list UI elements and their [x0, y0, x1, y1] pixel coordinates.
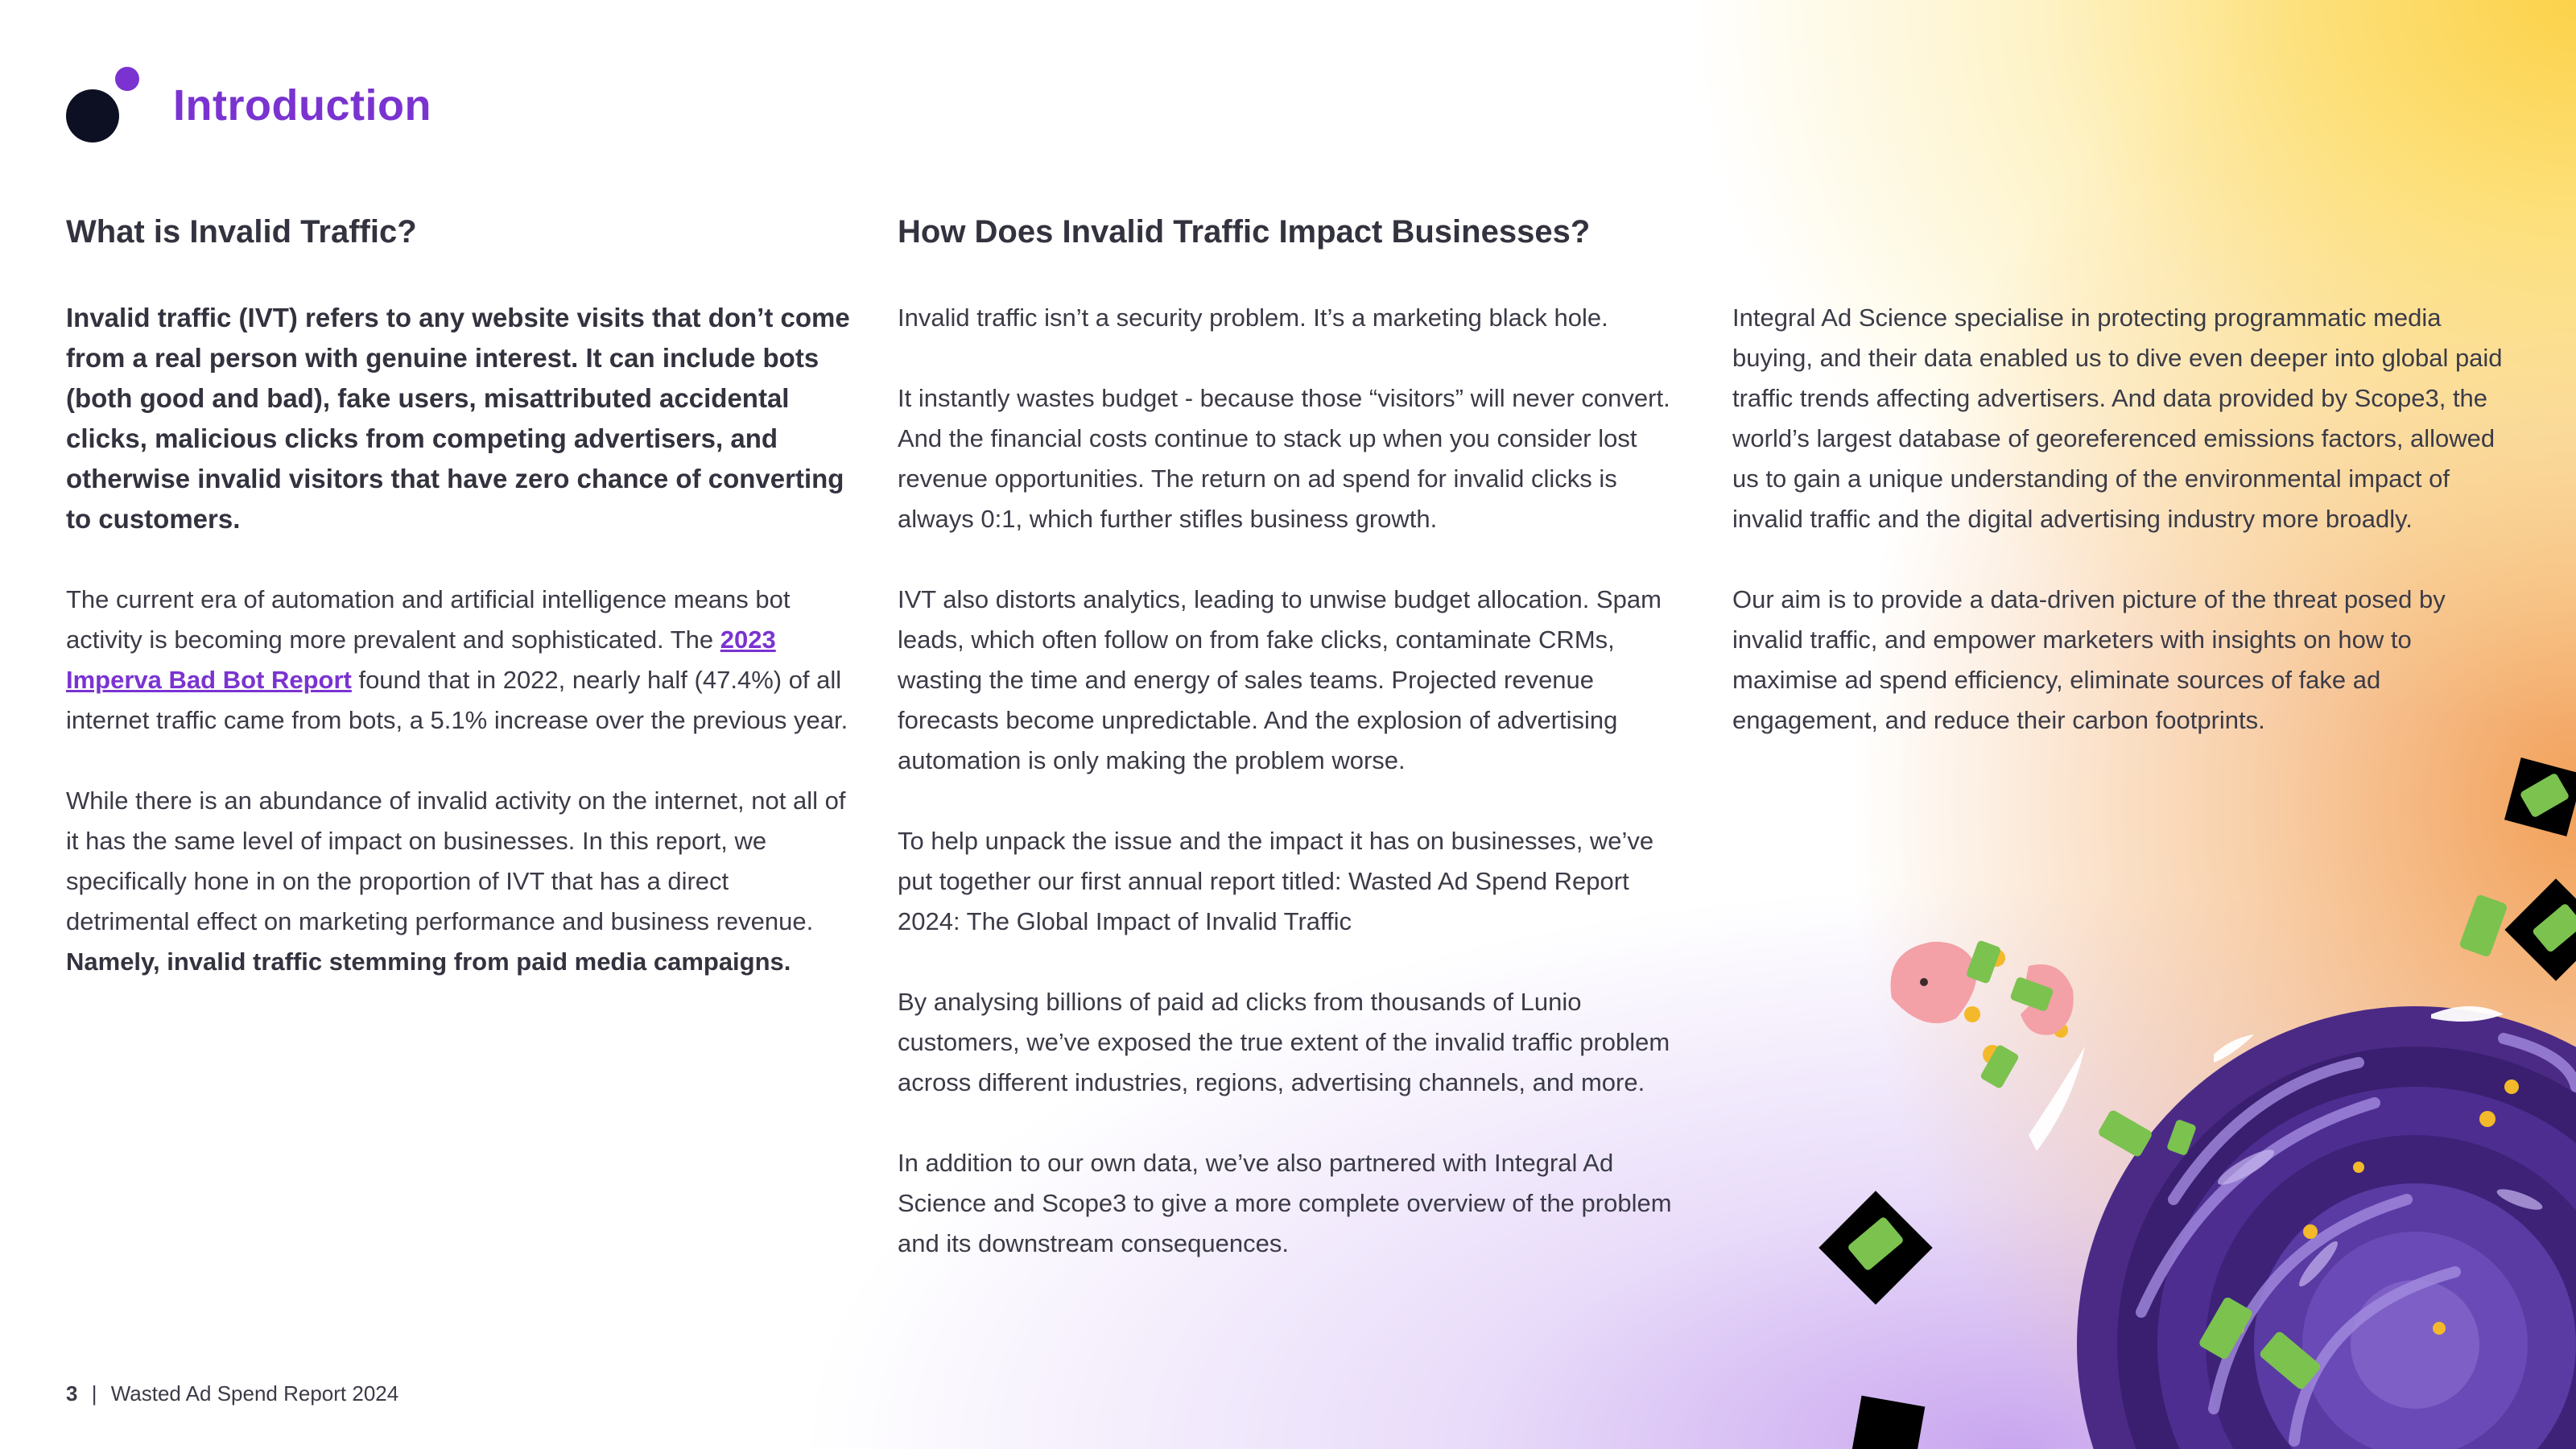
- column-1: [66, 298, 855, 1022]
- paragraph: Integral Ad Science specialise in protecting programmatic media buying, and their data enabled us to dive even deeper into global paid traffic trends affecting advertisers. And data provided by Scope3, the world’s largest database of georeferenced emissions factors, allowed us to gain a unique understanding of the environmental impact of invalid traffic and the digital advertising industry more broadly.: [1732, 303, 2503, 533]
- paragraph: IVT also distorts analytics, leading to unwise budget allocation. Spam leads, which often follow on from fake clicks, contaminate CRMs, wasting the time and energy of sales teams. Projected revenue forecasts become unpredictable. And the explosion of advertising automation is only making the problem worse.: [898, 585, 1662, 774]
- paragraph-text: The current era of automation and artificial intelligence means bot activity is becoming more prevalent and sophisticated. The: [66, 585, 791, 654]
- page-title: Introduction: [173, 81, 431, 130]
- paragraph: In addition to our own data, we’ve also partnered with Integral Ad Science and Scope3 to give a more complete overview of the problem and its downstream consequences.: [898, 1149, 1672, 1257]
- section-heading-impact: How Does Invalid Traffic Impact Businesses?: [898, 214, 1591, 250]
- paragraph: By analysing billions of paid ad clicks from thousands of Lunio customers, we’ve exposed the true extent of the invalid traffic problem across different industries, regions, advertising channels, and more.: [898, 988, 1670, 1096]
- report-name: Wasted Ad Spend Report 2024: [110, 1381, 399, 1406]
- footer-separator: |: [91, 1381, 97, 1406]
- paragraph: [66, 580, 855, 741]
- paragraph-text: While there is an abundance of invalid activity on the internet, not all of it has the same level of impact on businesses. In this report, we specifically hone in on the proportion of IVT that has a direct detrimental effect on marketing performance and business revenue.: [66, 786, 846, 935]
- column-3: [1732, 298, 2521, 781]
- imperva-report-link[interactable]: 2023 Imperva Bad Bot Report: [66, 625, 776, 694]
- column-2: [898, 298, 1686, 1304]
- paragraph: [66, 781, 855, 982]
- paragraph: It instantly wastes budget - because those “visitors” will never convert. And the financial costs continue to stack up when you consider lost revenue opportunities. The return on ad spend for invalid clicks is always 0:1, which further stifles business growth.: [898, 384, 1670, 533]
- page-footer: [66, 1381, 398, 1406]
- paragraph: To help unpack the issue and the impact it has on businesses, we’ve put together our first annual report titled: Wasted Ad Spend Report 2024: The Global Impact of Invalid Traffic: [898, 827, 1654, 935]
- intro-lead-paragraph: Invalid traffic (IVT) refers to any website visits that don’t come from a real person with genuine interest. It can include bots (both good and bad), fake users, misattributed accidental clicks, malicious clicks from competing advertisers, and otherwise invalid visitors that have zero chance of converting to customers.: [66, 303, 850, 534]
- paragraph-text: found that in 2022, nearly half (47.4%) of all internet traffic came from bots, a 5.1% increase over the previous year.: [66, 666, 848, 734]
- logo-icon: [64, 64, 142, 145]
- section-heading-what-is-ivt: What is Invalid Traffic?: [66, 214, 417, 250]
- paragraph: Our aim is to provide a data-driven picture of the threat posed by invalid traffic, and empower marketers with insights on how to maximise ad spend efficiency, eliminate sources of fake ad engagement, and reduce their carbon footprints.: [1732, 585, 2446, 734]
- paragraph: Invalid traffic isn’t a security problem. It’s a marketing black hole.: [898, 303, 1608, 332]
- paragraph-emphasis: Namely, invalid traffic stemming from paid media campaigns.: [66, 947, 791, 976]
- page-number: 3: [66, 1381, 78, 1406]
